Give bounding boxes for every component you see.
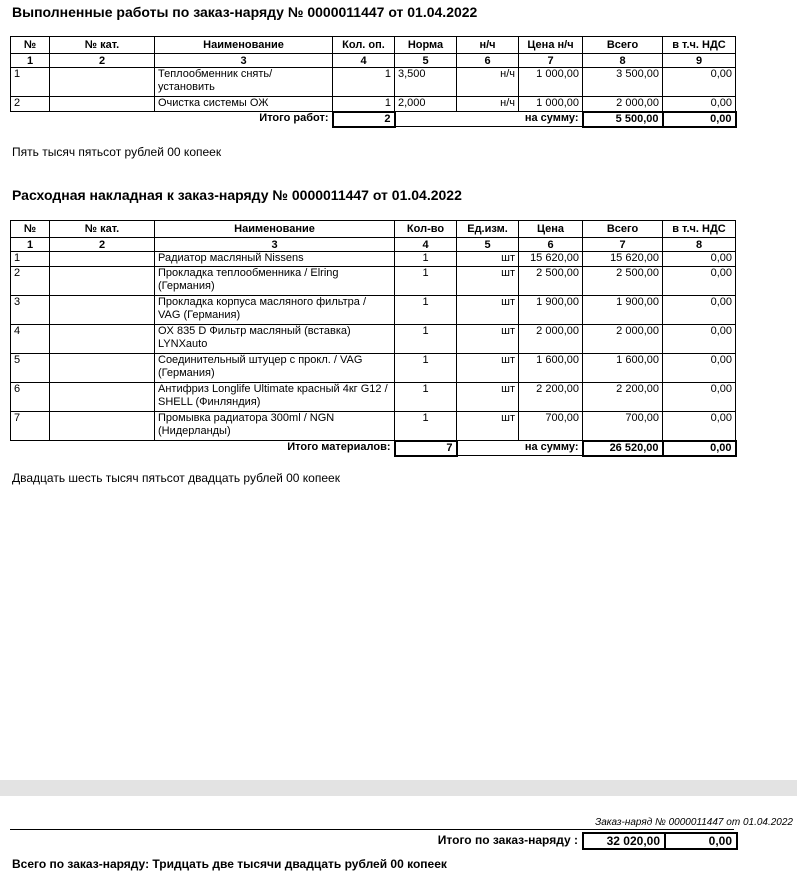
row-name: Радиатор масляный Nissens: [155, 252, 395, 267]
materials-total-label: Итого материалов:: [287, 441, 391, 453]
col-number: 6: [457, 54, 519, 68]
row-vat: 0,00: [663, 383, 736, 412]
materials-header-row: [11, 221, 736, 238]
col-header: н/ч: [457, 37, 519, 54]
col-header: Кол. оп.: [333, 37, 395, 54]
row-cat: [50, 325, 155, 354]
row-cat: [50, 383, 155, 412]
row-number: 6: [11, 383, 50, 412]
row-name: Очистка системы ОЖ: [155, 97, 333, 112]
table-row: [11, 354, 736, 383]
works-header-row: [11, 37, 736, 54]
row-price: 1 600,00: [519, 354, 583, 383]
col-header: Наименование: [155, 221, 395, 238]
row-cat: [50, 97, 155, 112]
row-total: 1 600,00: [583, 354, 663, 383]
row-number: 1: [11, 68, 50, 97]
row-qty: 1: [395, 412, 457, 441]
col-header: в т.ч. НДС: [663, 37, 736, 54]
col-header: Всего: [583, 37, 663, 54]
col-number: 3: [155, 54, 333, 68]
works-total-row: [11, 112, 736, 127]
col-number: 1: [11, 238, 50, 252]
row-name: Теплообменник снять/установить: [155, 68, 333, 97]
col-header: № кат.: [50, 221, 155, 238]
col-header: Ед.изм.: [457, 221, 519, 238]
row-price: 700,00: [519, 412, 583, 441]
row-vat: 0,00: [663, 354, 736, 383]
row-cat: [50, 296, 155, 325]
works-sum-label: на сумму:: [395, 112, 583, 127]
row-vat: 0,00: [663, 412, 736, 441]
table-row: [11, 68, 736, 97]
row-name: Прокладка теплообменника / Elring (Германия): [155, 267, 395, 296]
row-number: 7: [11, 412, 50, 441]
materials-colnum-row: [11, 238, 736, 252]
row-unit: шт: [457, 383, 519, 412]
row-price: 15 620,00: [519, 252, 583, 267]
row-unit: шт: [457, 267, 519, 296]
order-reference: Заказ-наряд № 0000011447 от 01.04.2022: [595, 817, 793, 828]
row-unit: шт: [457, 252, 519, 267]
row-unit: шт: [457, 325, 519, 354]
row-norm: 2,000: [395, 97, 457, 112]
row-total: 3 500,00: [583, 68, 663, 97]
works-total-label: Итого работ:: [259, 112, 329, 124]
works-title: Выполненные работы по заказ-наряду № 0000011447 от 01.04.2022: [12, 4, 478, 20]
row-qty: 1: [395, 296, 457, 325]
col-header: Кол-во: [395, 221, 457, 238]
row-unit: шт: [457, 354, 519, 383]
works-total-qty: 2: [333, 112, 395, 127]
row-price: 1 000,00: [519, 97, 583, 112]
row-qty: 1: [395, 267, 457, 296]
col-number: 7: [583, 238, 663, 252]
row-name: Антифриз Longlife Ultimate красный 4кг G12 / SHELL (Финляндия): [155, 383, 395, 412]
col-number: 8: [583, 54, 663, 68]
table-row: [11, 412, 736, 441]
row-vat: 0,00: [663, 252, 736, 267]
col-header: №: [11, 37, 50, 54]
row-vat: 0,00: [663, 267, 736, 296]
row-cat: [50, 252, 155, 267]
row-name: OX 835 D Фильтр масляный (вставка) LYNXauto: [155, 325, 395, 354]
row-cat: [50, 267, 155, 296]
col-number: 9: [663, 54, 736, 68]
row-total: 700,00: [583, 412, 663, 441]
row-total: 2 000,00: [583, 97, 663, 112]
footer-divider: [10, 829, 734, 830]
works-table: [10, 36, 737, 128]
works-total-sum: 5 500,00: [583, 112, 663, 127]
row-cat: [50, 412, 155, 441]
materials-sum-words: Двадцать шесть тысяч пятьсот двадцать рублей 00 копеек: [12, 471, 340, 485]
col-number: 6: [519, 238, 583, 252]
col-number: 5: [457, 238, 519, 252]
col-number: 2: [50, 238, 155, 252]
row-unit: н/ч: [457, 68, 519, 97]
row-price: 2 500,00: [519, 267, 583, 296]
page-gap: [0, 780, 797, 796]
col-header: № кат.: [50, 37, 155, 54]
row-price: 1 000,00: [519, 68, 583, 97]
table-row: [11, 97, 736, 112]
row-price: 1 900,00: [519, 296, 583, 325]
col-number: 1: [11, 54, 50, 68]
grand-total-words: Всего по заказ-наряду: Тридцать две тысячи двадцать рублей 00 копеек: [12, 857, 447, 871]
row-vat: 0,00: [663, 325, 736, 354]
col-number: 5: [395, 54, 457, 68]
row-name: Соединительный штуцер с прокл. / VAG (Германия): [155, 354, 395, 383]
table-row: [11, 267, 736, 296]
row-norm: 3,500: [395, 68, 457, 97]
row-qty: 1: [333, 97, 395, 112]
materials-total-vat: 0,00: [663, 441, 736, 456]
col-header: Всего: [583, 221, 663, 238]
row-qty: 1: [395, 252, 457, 267]
col-number: 4: [395, 238, 457, 252]
col-header: №: [11, 221, 50, 238]
materials-total-sum: 26 520,00: [583, 441, 663, 456]
row-price: 2 200,00: [519, 383, 583, 412]
col-header: Наименование: [155, 37, 333, 54]
row-total: 2 500,00: [583, 267, 663, 296]
row-number: 3: [11, 296, 50, 325]
grand-total-vat: 0,00: [664, 832, 738, 850]
materials-title: Расходная накладная к заказ-наряду № 0000011447 от 01.04.2022: [12, 187, 462, 203]
grand-total-sum: 32 020,00: [582, 832, 666, 850]
row-vat: 0,00: [663, 68, 736, 97]
row-number: 2: [11, 267, 50, 296]
col-number: 8: [663, 238, 736, 252]
row-number: 4: [11, 325, 50, 354]
row-number: 5: [11, 354, 50, 383]
col-number: 3: [155, 238, 395, 252]
row-number: 2: [11, 97, 50, 112]
row-name: Прокладка корпуса масляного фильтра / VAG (Германия): [155, 296, 395, 325]
col-number: 4: [333, 54, 395, 68]
table-row: [11, 252, 736, 267]
grand-total-label: Итого по заказ-наряду :: [437, 833, 578, 847]
table-row: [11, 383, 736, 412]
row-vat: 0,00: [663, 97, 736, 112]
col-header: в т.ч. НДС: [663, 221, 736, 238]
row-number: 1: [11, 252, 50, 267]
materials-total-qty: 7: [395, 441, 457, 456]
works-colnum-row: [11, 54, 736, 68]
row-price: 2 000,00: [519, 325, 583, 354]
row-qty: 1: [333, 68, 395, 97]
materials-sum-label: на сумму:: [457, 441, 583, 456]
works-sum-words: Пять тысяч пятьсот рублей 00 копеек: [12, 145, 222, 159]
col-header: Цена: [519, 221, 583, 238]
row-total: 2 000,00: [583, 325, 663, 354]
col-number: 2: [50, 54, 155, 68]
row-unit: н/ч: [457, 97, 519, 112]
row-qty: 1: [395, 383, 457, 412]
row-total: 15 620,00: [583, 252, 663, 267]
row-qty: 1: [395, 354, 457, 383]
row-total: 1 900,00: [583, 296, 663, 325]
row-unit: шт: [457, 296, 519, 325]
row-cat: [50, 68, 155, 97]
col-number: 7: [519, 54, 583, 68]
row-total: 2 200,00: [583, 383, 663, 412]
table-row: [11, 325, 736, 354]
works-total-vat: 0,00: [663, 112, 736, 127]
row-vat: 0,00: [663, 296, 736, 325]
row-unit: шт: [457, 412, 519, 441]
materials-total-row: [11, 441, 736, 456]
row-name: Промывка радиатора 300ml / NGN (Нидерланды): [155, 412, 395, 441]
document-page-2: [0, 796, 797, 874]
col-header: Норма: [395, 37, 457, 54]
materials-table: [10, 220, 737, 457]
table-row: [11, 296, 736, 325]
row-qty: 1: [395, 325, 457, 354]
col-header: Цена н/ч: [519, 37, 583, 54]
row-cat: [50, 354, 155, 383]
